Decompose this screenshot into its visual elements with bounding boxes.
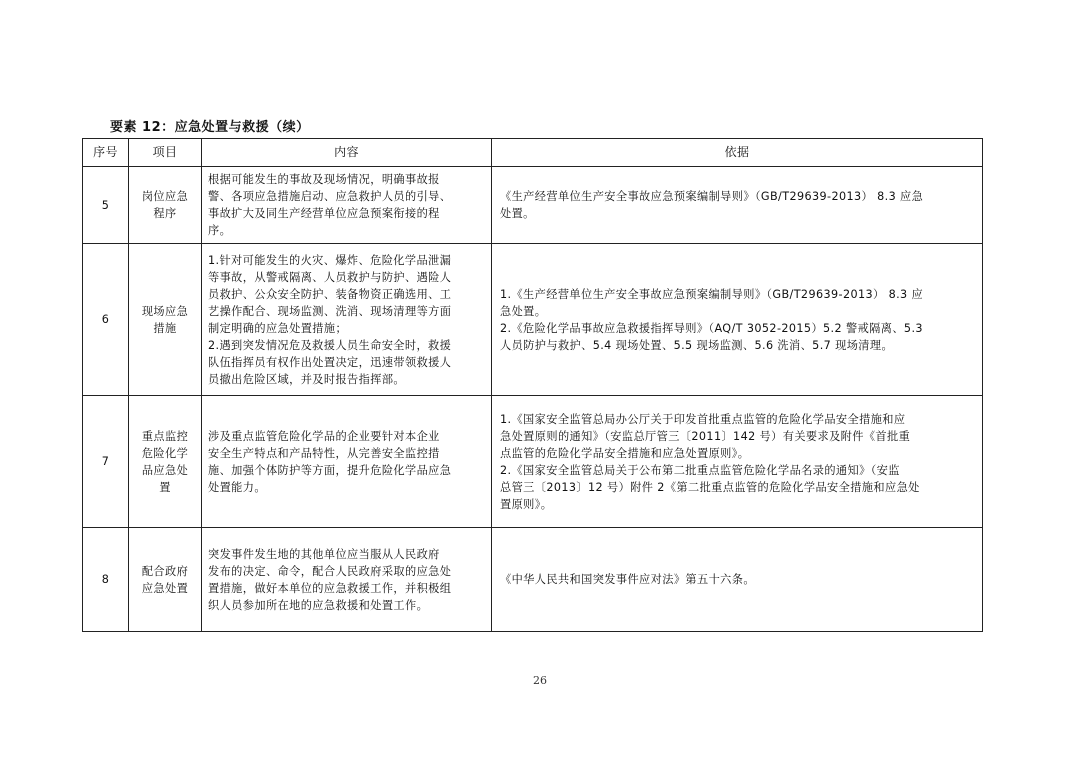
content-line: 事故扩大及同生产经营单位应急预案衔接的程 xyxy=(208,207,440,220)
table-row xyxy=(83,167,983,244)
content-line: 根据可能发生的事故及现场情况，明确事故报 xyxy=(208,173,440,186)
basis-line: 1.《生产经营单位生产安全事故应急预案编制导则》（GB/T29639-2013） 8.3 应 xyxy=(500,287,924,301)
row-item xyxy=(129,244,202,396)
item-line: 现场应急 xyxy=(141,304,189,318)
basis-line: 处置。 xyxy=(500,207,535,220)
row-content xyxy=(202,528,492,632)
content-line: 安全生产特点和产品特性，从完善安全监控措 xyxy=(208,446,440,460)
item-line: 危险化学 xyxy=(141,446,189,460)
content-line: 2.遇到突发情况危及救援人员生命安全时，救援 xyxy=(208,338,452,352)
row-basis xyxy=(492,528,983,632)
content-line: 处置能力。 xyxy=(208,480,266,494)
basis-line: 点监管的危险化学品安全措施和应急处置原则》。 xyxy=(500,446,750,460)
content-line: 置措施，做好本单位的应急救援工作，并积极组 xyxy=(208,581,452,595)
content-line: 发布的决定、命令，配合人民政府采取的应急处 xyxy=(208,564,452,578)
item-line: 应急处置 xyxy=(141,581,189,595)
item-line: 配合政府 xyxy=(141,564,189,578)
row-basis xyxy=(492,244,983,396)
row-content xyxy=(202,167,492,244)
content-line: 员救护、公众安全防护、装备物资正确选用、工 xyxy=(208,287,452,301)
basis-line: 2.《危险化学品事故应急救援指挥导则》（AQ/T 3052-2015）5.2 警戒隔离、5.3 xyxy=(500,321,923,335)
content-line: 1.针对可能发生的火灾、爆炸、危险化学品泄漏 xyxy=(208,253,452,267)
row-item xyxy=(129,528,202,632)
basis-line: 《生产经营单位生产安全事故应急预案编制导则》（GB/T29639-2013） 8.3 应急 xyxy=(500,190,924,203)
row-item xyxy=(129,167,202,244)
content-line: 等事故，从警戒隔离、人员救护与防护、遇险人 xyxy=(208,270,452,284)
page-number: 26 xyxy=(533,674,547,687)
row-number: 6 xyxy=(83,244,129,396)
content-line: 警、各项应急措施启动、应急救护人员的引导、 xyxy=(208,190,452,203)
content-line: 涉及重点监管危险化学品的企业要针对本企业 xyxy=(208,429,440,443)
content-line: 员撤出危险区域，并及时报告指挥部。 xyxy=(208,372,405,386)
row-number: 5 xyxy=(83,167,129,244)
header-number: 序号 xyxy=(83,139,129,167)
basis-line: 置原则》。 xyxy=(500,497,553,511)
row-content xyxy=(202,244,492,396)
row-content xyxy=(202,396,492,528)
content-line: 制定明确的应急处置措施； xyxy=(208,321,348,335)
table-row xyxy=(83,528,983,632)
row-basis xyxy=(492,396,983,528)
basis-line: 2.《国家安全监管总局关于公布第二批重点监管危险化学品名录的通知》（安监 xyxy=(500,463,900,477)
basis-line: 急处置。 xyxy=(500,304,547,318)
content-line: 织人员参加所在地的应急救援和处置工作。 xyxy=(208,598,429,612)
basis-line: 1.《国家安全监管总局办公厅关于印发首批重点监管的危险化学品安全措施和应 xyxy=(500,412,906,426)
item-line: 重点监控 xyxy=(141,429,189,443)
content-line: 序。 xyxy=(208,224,232,237)
header-basis: 依据 xyxy=(492,139,983,167)
item-line: 置 xyxy=(159,480,171,494)
row-item xyxy=(129,396,202,528)
table-row xyxy=(83,244,983,396)
item-line: 岗位应急 xyxy=(141,190,189,203)
basis-line: 人员防护与救护、5.4 现场处置、5.5 现场监测、5.6 洗消、5.7 现场清理。 xyxy=(500,338,894,352)
content-line: 突发事件发生地的其他单位应当服从人民政府 xyxy=(208,547,440,561)
section-title: 要素 12：应急处置与救援（续） xyxy=(110,120,310,135)
item-line: 程序 xyxy=(153,207,177,220)
table-header-row xyxy=(83,139,983,167)
header-item: 项目 xyxy=(129,139,202,167)
table-row xyxy=(83,396,983,528)
row-number: 8 xyxy=(83,528,129,632)
item-line: 措施 xyxy=(153,321,177,335)
header-content: 内容 xyxy=(202,139,492,167)
row-basis xyxy=(492,167,983,244)
content-line: 施、加强个体防护等方面，提升危险化学品应急 xyxy=(208,463,452,477)
row-number: 7 xyxy=(83,396,129,528)
basis-line: 《中华人民共和国突发事件应对法》第五十六条。 xyxy=(500,573,755,586)
basis-line: 急处置原则的通知》（安监总厅管三〔2011〕142 号）有关要求及附件《首批重 xyxy=(500,429,911,443)
content-line: 队伍指挥员有权作出处置决定，迅速带领救援人 xyxy=(208,355,452,369)
basis-line: 总管三〔2013〕12 号）附件 2《第二批重点监管的危险化学品安全措施和应急处 xyxy=(500,480,920,494)
content-line: 艺操作配合、现场监测、洗消、现场清理等方面 xyxy=(208,304,452,318)
item-line: 品应急处 xyxy=(141,463,189,477)
requirements-table xyxy=(82,138,983,632)
